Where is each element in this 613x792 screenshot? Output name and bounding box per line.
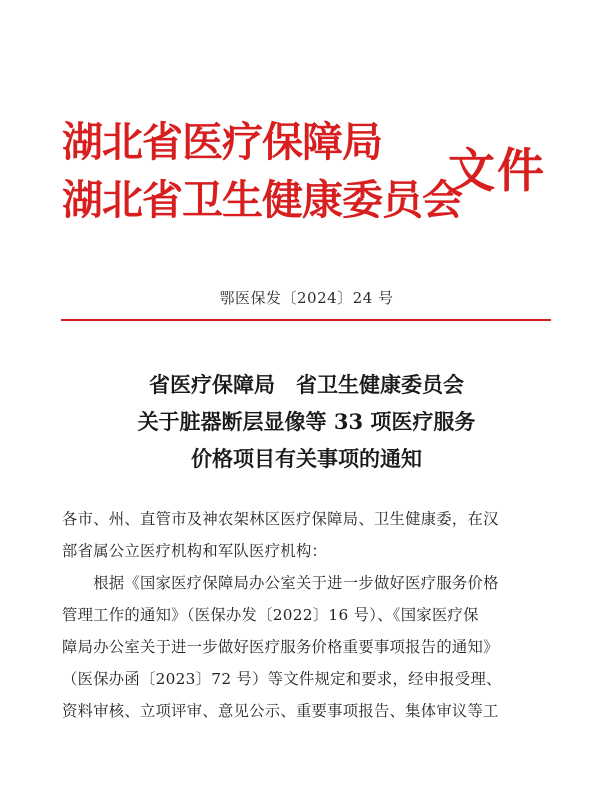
body-line: 障局办公室关于进一步做好医疗服务价格重要事项报告的通知》 (62, 638, 499, 656)
document-header (62, 118, 562, 238)
title-line-2: 关于脏器断层显像等 33 项医疗服务 (137, 409, 476, 434)
title-line-3: 价格项目有关事项的通知 (191, 446, 422, 471)
body-line: 部省属公立医疗机构和军队医疗机构： (62, 542, 328, 560)
title-line-1: 省医疗保障局 省卫生健康委员会 (149, 372, 464, 397)
body-line: （医保办函〔2023〕72 号）等文件规定和要求，经申报受理、 (62, 670, 502, 688)
document-word: 文件 (448, 144, 546, 199)
body-line: 管理工作的通知》（医保办发〔2022〕16 号）、《国家医疗保 (62, 606, 479, 624)
red-divider-line (61, 319, 551, 321)
issuer-line-1: 湖北省医疗保障局 (62, 118, 382, 166)
body-line: 根据《国家医疗保障局办公室关于进一步做好医疗服务价格 (62, 574, 499, 592)
body-line: 资料审核、立项评审、意见公示、重要事项报告、集体审议等工 (62, 702, 499, 720)
body-line: 各市、州、直管市及神农架林区医疗保障局、卫生健康委，在汉 (62, 510, 499, 528)
issuer-line-2: 湖北省卫生健康委员会 (62, 176, 462, 224)
document-number: 鄂医保发〔2024〕24 号 (219, 289, 394, 307)
